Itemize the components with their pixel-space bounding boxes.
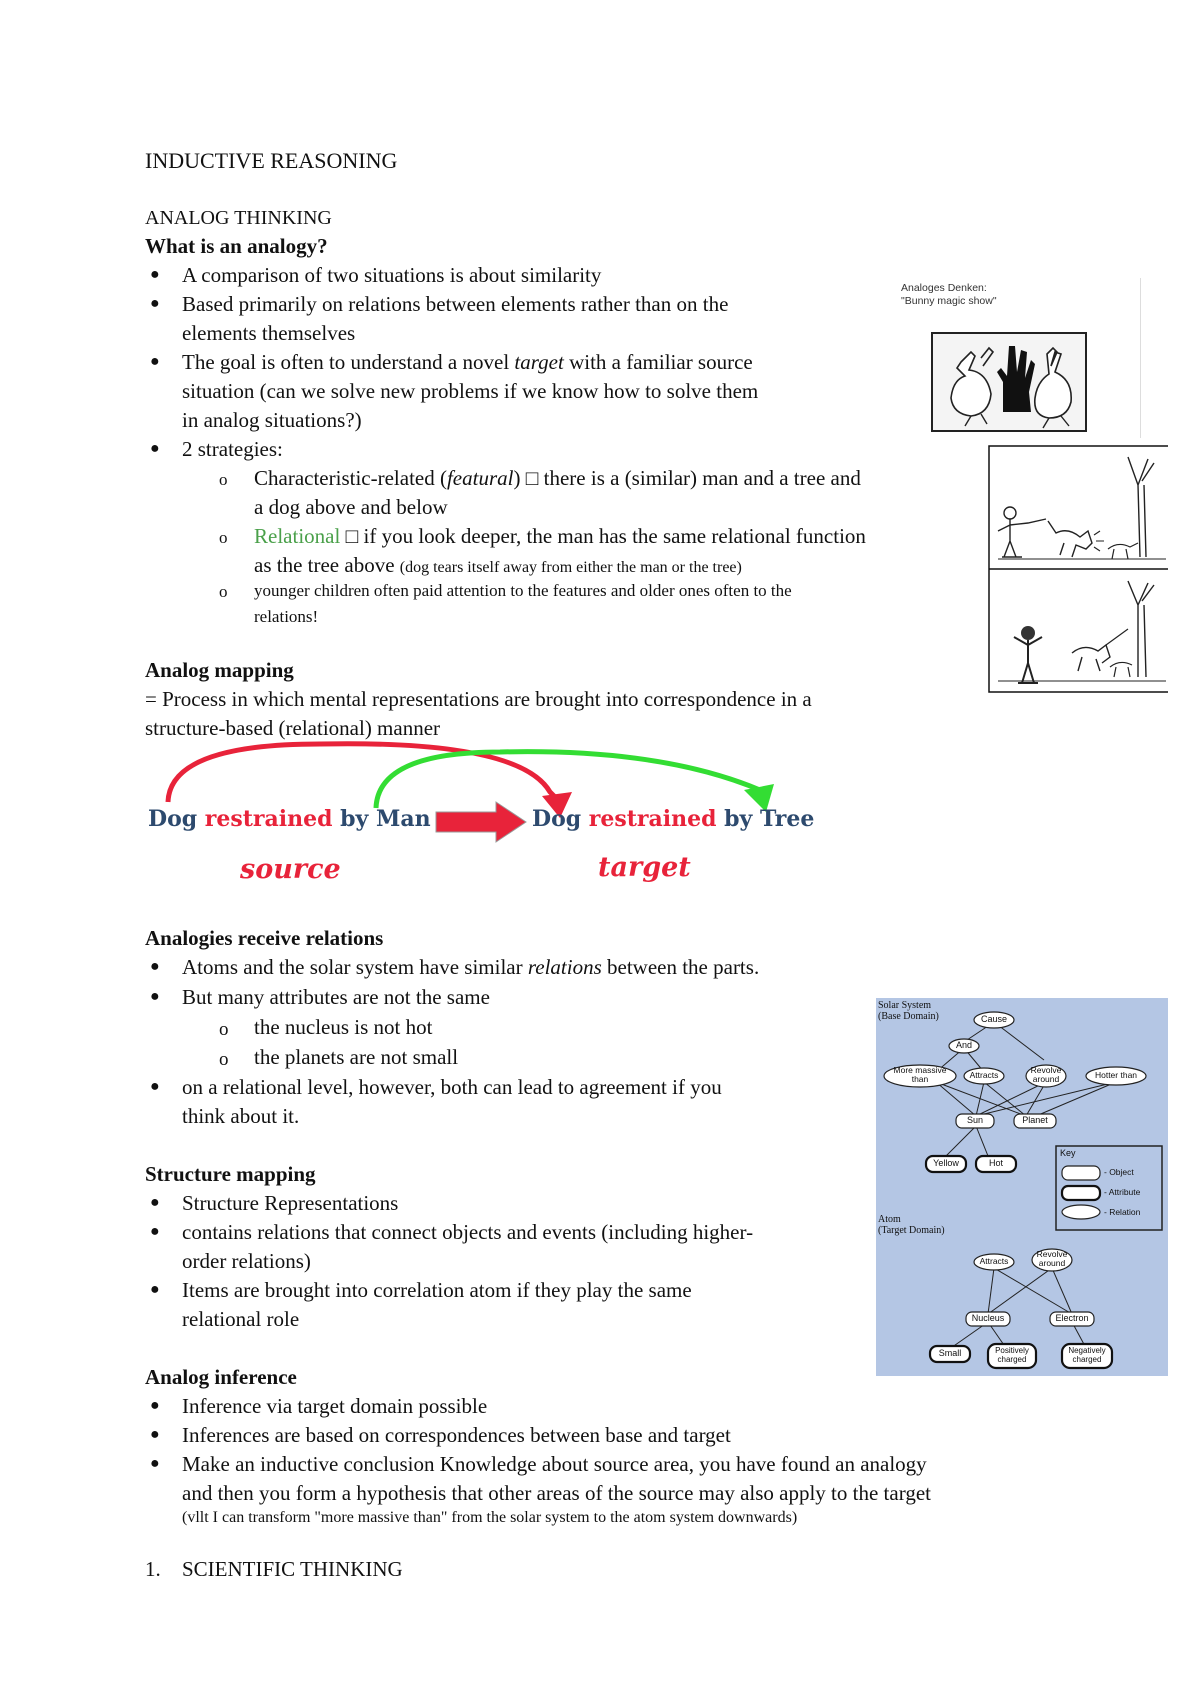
sub-list-item: relations! bbox=[254, 607, 319, 626]
bullet-icon: ● bbox=[150, 266, 160, 283]
label-planet: Planet bbox=[1022, 1115, 1048, 1125]
label-and: And bbox=[955, 1040, 972, 1050]
list-item: The goal is often to understand a novel target with a familiar source bbox=[182, 350, 753, 374]
source-phrase: Dog restrained by Man bbox=[148, 806, 431, 832]
key-object-swatch bbox=[1062, 1166, 1100, 1180]
list-item: Structure Representations bbox=[182, 1191, 399, 1215]
label-positively-charged: Positively charged bbox=[995, 1346, 1029, 1364]
label-yellow: Yellow bbox=[933, 1158, 959, 1168]
bullet-o-icon: o bbox=[219, 1049, 229, 1070]
label-nucleus: Nucleus bbox=[971, 1313, 1005, 1323]
subheading: Analog mapping bbox=[145, 658, 294, 682]
list-item: relational role bbox=[182, 1307, 300, 1331]
label-cause: Cause bbox=[980, 1014, 1007, 1024]
bunny-caption: Analoges Denken: "Bunny magic show" bbox=[901, 282, 997, 307]
list-item: and then you form a hypothesis that other areas of the source may also apply to the target bbox=[182, 1481, 931, 1505]
target-phrase: Dog restrained by Tree bbox=[532, 806, 815, 832]
key-object-label: - Object bbox=[1104, 1167, 1134, 1177]
key-relation-label: - Relation bbox=[1104, 1207, 1141, 1217]
list-item: think about it. bbox=[182, 1104, 300, 1128]
key-title: Key bbox=[1060, 1148, 1076, 1158]
bunny-shadow-image bbox=[931, 332, 1087, 432]
mapping-diagram bbox=[140, 732, 820, 902]
bullet-o-icon: o bbox=[219, 1019, 229, 1040]
list-item: on a relational level, however, both can lead to agreement if you bbox=[182, 1075, 722, 1099]
bullet-icon: ● bbox=[150, 1455, 160, 1472]
bullet-icon: ● bbox=[150, 1194, 160, 1211]
bullet-icon: ● bbox=[150, 295, 160, 312]
label-negatively-charged: Negatively charged bbox=[1068, 1346, 1106, 1364]
list-item: Atoms and the solar system have similar relations between the parts. bbox=[182, 955, 760, 979]
solar-title: Solar System (Base Domain) bbox=[878, 1000, 939, 1022]
sub-list-item: a dog above and below bbox=[254, 495, 448, 519]
list-item: Items are brought into correlation atom if they play the same bbox=[182, 1278, 692, 1302]
list-item: Inference via target domain possible bbox=[182, 1394, 488, 1418]
list-number: 1. bbox=[145, 1557, 161, 1581]
subheading: Analog inference bbox=[145, 1365, 297, 1389]
list-item: Based primarily on relations between elements rather than on the bbox=[182, 292, 729, 316]
label-sun: Sun bbox=[966, 1115, 983, 1125]
page-title: INDUCTIVE REASONING bbox=[145, 148, 398, 173]
list-item: Inferences are based on correspondences between base and target bbox=[182, 1423, 731, 1447]
subheading: What is an analogy? bbox=[145, 234, 328, 258]
sub-list-item: younger children often paid attention to the features and older ones often to the bbox=[254, 581, 792, 600]
bullet-icon: ● bbox=[150, 1223, 160, 1240]
list-item: (vllt I can transform "more massive than" from the solar system to the atom system downwards) bbox=[182, 1509, 798, 1526]
section-heading: ANALOG THINKING bbox=[145, 207, 332, 229]
sub-list-item: as the tree above (dog tears itself away from either the man or the tree) bbox=[254, 553, 742, 577]
label-revolve: Revolve around bbox=[1030, 1065, 1062, 1084]
sub-list-item: Characteristic-related (featural) □ there is a (similar) man and a tree and bbox=[254, 466, 861, 490]
list-item: in analog situations?) bbox=[182, 408, 362, 432]
bunny-figure bbox=[893, 278, 1141, 438]
label-hotter: Hotter than bbox=[1094, 1070, 1138, 1080]
list-item: elements themselves bbox=[182, 321, 356, 345]
paragraph-line: structure-based (relational) manner bbox=[145, 716, 441, 740]
bullet-o-icon: o bbox=[219, 582, 228, 601]
list-item: Make an inductive conclusion Knowledge about source area, you have found an analogy bbox=[182, 1452, 927, 1476]
bullet-icon: ● bbox=[150, 1397, 160, 1414]
solar-atom-diagram bbox=[876, 998, 1168, 1376]
label-atom-attracts: Attracts bbox=[979, 1256, 1009, 1266]
bullet-o-icon: o bbox=[219, 528, 228, 547]
label-more-massive: More massive than bbox=[893, 1065, 947, 1084]
key-attribute-swatch bbox=[1062, 1186, 1100, 1200]
dog-man-tree-image bbox=[988, 445, 1168, 693]
numbered-heading: SCIENTIFIC THINKING bbox=[182, 1557, 403, 1581]
source-label: source bbox=[240, 854, 341, 885]
atom-title: Atom (Target Domain) bbox=[878, 1214, 945, 1236]
label-small: Small bbox=[938, 1348, 962, 1358]
label-atom-revolve: Revolve around bbox=[1036, 1249, 1068, 1268]
list-item: contains relations that connect objects and events (including higher- bbox=[182, 1220, 754, 1244]
key-attribute-label: - Attribute bbox=[1104, 1187, 1141, 1197]
subheading: Structure mapping bbox=[145, 1162, 316, 1186]
bullet-icon: ● bbox=[150, 988, 160, 1005]
label-hot: Hot bbox=[988, 1158, 1003, 1168]
subheading: Analogies receive relations bbox=[145, 926, 384, 950]
list-item: situation (can we solve new problems if we know how to solve them bbox=[182, 379, 759, 403]
sub-list-item: Relational □ if you look deeper, the man has the same relational function bbox=[254, 524, 866, 548]
label-electron: Electron bbox=[1055, 1313, 1089, 1323]
right-arrow-icon bbox=[436, 802, 526, 842]
bullet-icon: ● bbox=[150, 440, 160, 457]
paragraph-line: = Process in which mental representations are brought into correspondence in a bbox=[145, 687, 812, 711]
bullet-icon: ● bbox=[150, 958, 160, 975]
key-relation-swatch bbox=[1062, 1205, 1100, 1219]
bullet-icon: ● bbox=[150, 353, 160, 370]
label-attracts: Attracts bbox=[969, 1070, 999, 1080]
bullet-icon: ● bbox=[150, 1281, 160, 1298]
list-item: A comparison of two situations is about similarity bbox=[182, 263, 602, 287]
sub-list-item: the planets are not small bbox=[254, 1045, 459, 1069]
sub-list-item: the nucleus is not hot bbox=[254, 1015, 433, 1039]
bullet-icon: ● bbox=[150, 1078, 160, 1095]
list-item: But many attributes are not the same bbox=[182, 985, 490, 1009]
bullet-icon: ● bbox=[150, 1426, 160, 1443]
list-item: 2 strategies: bbox=[182, 437, 283, 461]
dog-man-tree-figure bbox=[988, 445, 1168, 693]
target-label: target bbox=[598, 852, 691, 883]
list-item: order relations) bbox=[182, 1249, 311, 1273]
bullet-o-icon: o bbox=[219, 470, 228, 489]
